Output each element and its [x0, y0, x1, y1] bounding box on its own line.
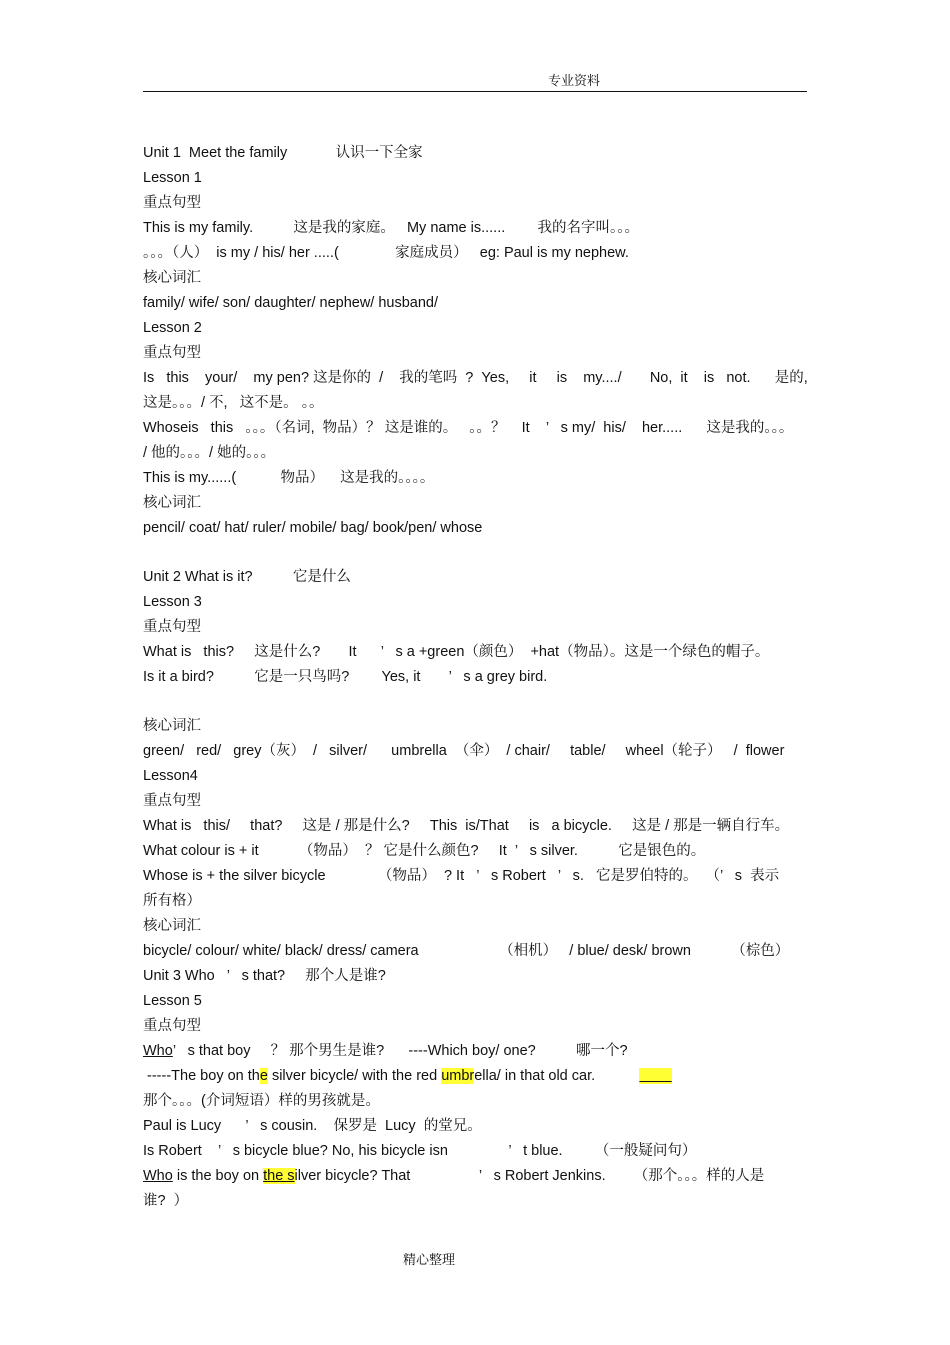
highlighted-blank: [639, 1068, 671, 1084]
section-heading: 核心词汇: [143, 270, 201, 286]
page-header: 专业资料: [548, 73, 601, 88]
text-line: 所有格）: [143, 893, 201, 909]
blank-line: [143, 541, 807, 565]
text-line: [143, 1039, 807, 1064]
section-heading: 核心词汇: [143, 495, 201, 511]
highlighted-text: the s: [263, 1168, 295, 1184]
text-line: What colour is + it （物品） ？ 它是什么颜色? It ’ s silver. 它是银色的。: [143, 843, 706, 859]
text-line: [143, 1164, 807, 1189]
section-heading: 核心词汇: [143, 918, 201, 934]
lesson-heading: Lesson4: [143, 768, 198, 784]
text-line: What is this? 这是什么? It ’ s a +green（颜色） +hat（物品）。这是一个绿色的帽子。: [143, 644, 770, 660]
lesson-heading: Lesson 3: [143, 594, 202, 610]
vocab-line: pencil/ coat/ hat/ ruler/ mobile/ bag/ book/pen/ whose: [143, 520, 483, 536]
header-divider: [143, 91, 807, 92]
text-line: [143, 1064, 807, 1089]
text-line: This is my family. 这是我的家庭。 My name is...... 我的名字叫。。。: [143, 220, 639, 236]
document-body: [143, 141, 807, 1214]
text-segment: ilver bicycle? That ’ s Robert Jenkins. （那个。。。样的人是: [294, 1168, 765, 1184]
text-line: What is this/ that? 这是 / 那是什么? This is/That is a bicycle. 这是 / 那是一辆自行车。: [143, 818, 790, 834]
underlined-word: Who: [143, 1168, 173, 1184]
text-line: This is my......( 物品） 这是我的。。。。: [143, 470, 435, 486]
highlighted-text: e: [259, 1068, 268, 1084]
vocab-line: bicycle/ colour/ white/ black/ dress/ camera （相机） / blue/ desk/ brown （棕色）: [143, 943, 790, 959]
section-heading: 重点句型: [143, 619, 201, 635]
text-line: 。。。（人） is my / his/ her .....( 家庭成员） eg: Paul is my nephew.: [143, 245, 629, 261]
text-line: Whose is + the silver bicycle （物品） ? It ’ s Robert ’ s. 它是罗伯特的。 （’ s 表示: [143, 868, 780, 884]
section-heading: 重点句型: [143, 793, 201, 809]
text-line: / 他的。。。/ 她的。。。: [143, 445, 276, 461]
text-line: Whoseis this 。。。（名词, 物品）？ 这是谁的。 。。？ It ’ s my/ his/ her..... 这是我的。。。: [143, 420, 794, 436]
page-footer: 精心整理: [403, 1252, 456, 1267]
text-line: Is Robert ’ s bicycle blue? No, his bicycle isn ’ t blue. （一般疑问句）: [143, 1143, 697, 1159]
section-heading: 重点句型: [143, 195, 201, 211]
section-heading: 核心词汇: [143, 718, 201, 734]
text-line: 那个。。。(介词短语）样的男孩就是。: [143, 1093, 380, 1109]
section-heading: 重点句型: [143, 345, 201, 361]
unit-title: Unit 1 Meet the family 认识一下全家: [143, 145, 423, 161]
text-line: Paul is Lucy ’ s cousin. 保罗是 Lucy 的堂兄。: [143, 1118, 482, 1134]
blank-line: [143, 690, 807, 714]
unit-title: Unit 2 What is it? 它是什么: [143, 569, 351, 585]
vocab-line: family/ wife/ son/ daughter/ nephew/ husband/: [143, 295, 439, 311]
text-line: 这是。。。/ 不, 这不是。 。。: [143, 395, 324, 411]
unit-title: Unit 3 Who ’ s that? 那个人是谁?: [143, 968, 386, 984]
text-line: 谁? ）: [143, 1193, 189, 1209]
lesson-heading: Lesson 1: [143, 170, 202, 186]
text-line: Is this your/ my pen? 这是你的 / 我的笔吗 ? Yes, it is my..../ No, it is not. 是的,: [143, 370, 808, 386]
text-segment: silver bicycle/ with the red: [267, 1068, 442, 1084]
text-segment: ’ s that boy ？ 那个男生是谁? ----Which boy/ one? 哪一个?: [172, 1043, 628, 1059]
vocab-line: green/ red/ grey（灰） / silver/ umbrella （伞） / chair/ table/ wheel（轮子） / flower: [143, 743, 785, 759]
lesson-heading: Lesson 2: [143, 320, 202, 336]
section-heading: 重点句型: [143, 1018, 201, 1034]
highlighted-text: umbr: [441, 1068, 475, 1084]
text-segment: is the boy on: [172, 1168, 264, 1184]
text-line: Is it a bird? 它是一只鸟吗? Yes, it ’ s a grey bird.: [143, 669, 548, 685]
text-segment: ella/ in that old car.: [474, 1068, 640, 1084]
lesson-heading: Lesson 5: [143, 993, 202, 1009]
text-segment: -----The boy on th: [143, 1068, 260, 1084]
underlined-word: Who: [143, 1043, 173, 1059]
